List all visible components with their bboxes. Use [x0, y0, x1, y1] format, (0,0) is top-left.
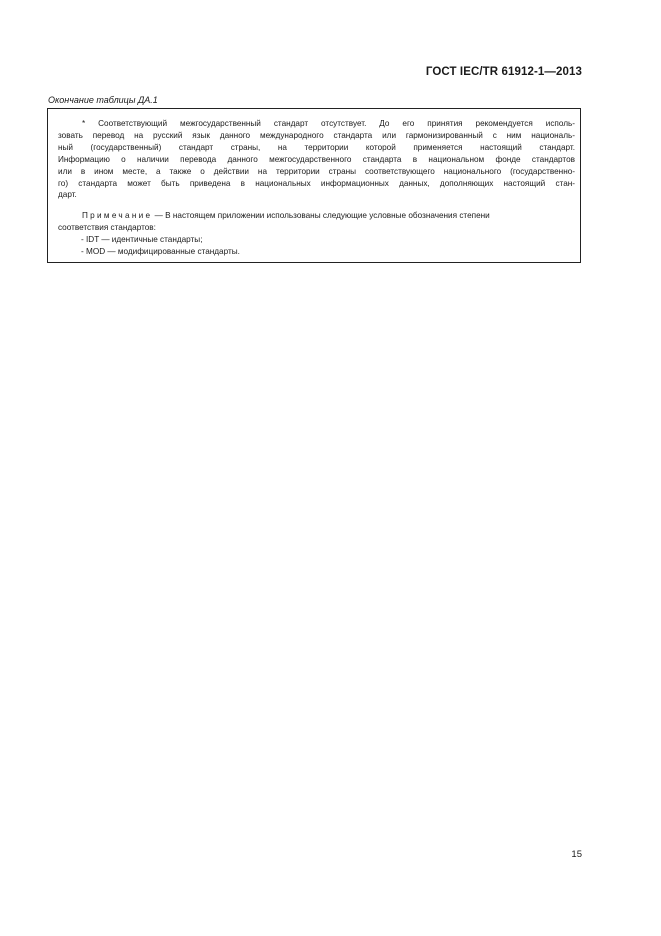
note-text: — В настоящем приложении использованы следующие условные обозначения степени	[152, 211, 490, 220]
note-second-line: соответствия стандартов:	[58, 222, 156, 232]
footnote-line: или в ином месте, а также о действии на территории страны соответствующего национального (государственно-	[58, 166, 575, 176]
footnote-line: * Соответствующий межгосударственный стандарт отсутствует. До его принятия рекомендуется исполь-	[82, 119, 575, 128]
list-item: - IDT — идентичные стандарты;	[81, 235, 203, 244]
list-item: - MOD — модифицированные стандарты.	[81, 247, 240, 257]
page-number: 15	[571, 849, 582, 860]
note-first-line	[58, 210, 575, 222]
designation-list	[81, 234, 240, 258]
note-paragraph	[58, 210, 575, 234]
footnote-line: дарт.	[58, 190, 77, 200]
footnote-line: го) стандарта может быть приведена в национальных информационных данных, дополняющих настоящий стан-	[58, 178, 575, 188]
footnote-line: зовать перевод на русский язык данного международного стандарта или гармонизированный с ним националь-	[58, 130, 575, 140]
footnote-line: Информацию о наличии перевода данного межгосударственного стандарта в национальном фонде стандартов	[58, 154, 575, 164]
footnote-paragraph	[58, 118, 575, 201]
table-continuation-caption: Окончание таблицы ДА.1	[48, 95, 158, 105]
footnote-line: ный (государственный) стандарт страны, на территории которой применяется настоящий стандарт.	[58, 142, 575, 152]
document-code-header: ГОСТ IEC/TR 61912-1—2013	[425, 66, 582, 78]
note-label: Примечание	[82, 211, 153, 220]
